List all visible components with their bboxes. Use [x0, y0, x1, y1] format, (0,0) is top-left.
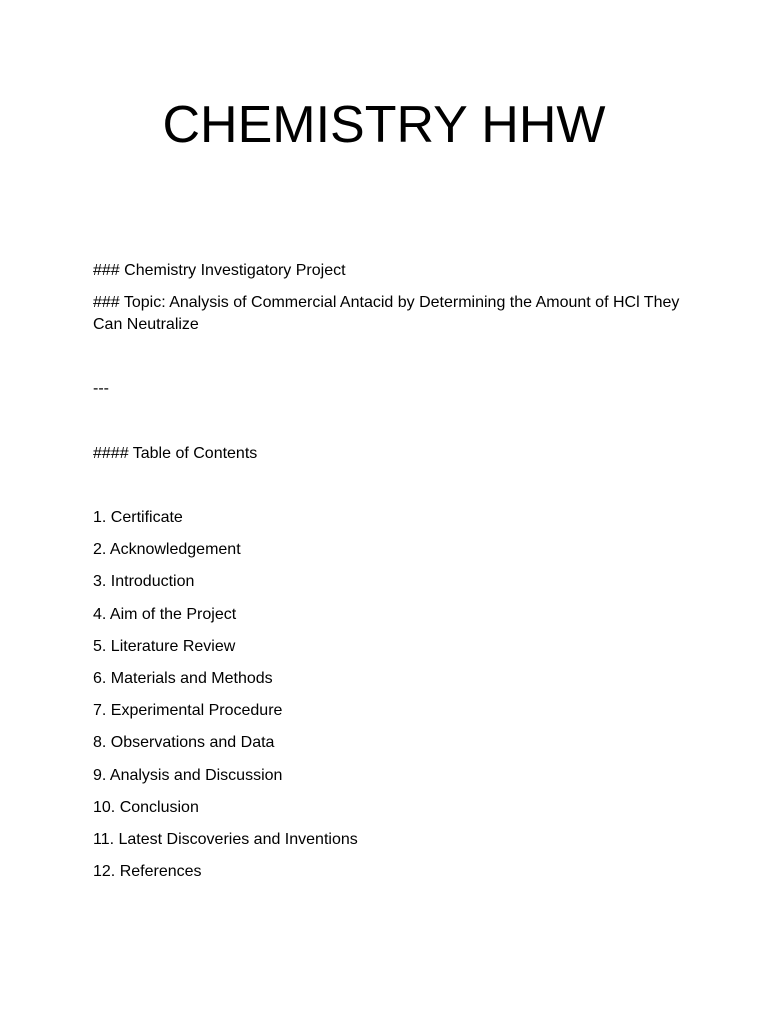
table-of-contents-heading: #### Table of Contents — [93, 445, 258, 462]
toc-item-materials-methods: 6. Materials and Methods — [93, 669, 273, 687]
topic-heading: ### Topic: Analysis of Commercial Antacid by Determining the Amount of HCl They Can Neutralize — [93, 294, 680, 333]
toc-item-observations-data: 8. Observations and Data — [93, 734, 275, 752]
toc-item-certificate: 1. Certificate — [93, 509, 183, 526]
table-of-contents-list — [93, 507, 683, 893]
toc-item-aim: 4. Aim of the Project — [93, 605, 237, 623]
toc-item-analysis-discussion: 9. Analysis and Discussion — [93, 766, 283, 784]
document-title: CHEMISTRY HHW — [162, 96, 606, 154]
section-divider: --- — [93, 380, 109, 397]
toc-item-references: 12. References — [93, 863, 202, 881]
toc-item-conclusion: 10. Conclusion — [93, 798, 199, 816]
toc-item-experimental-procedure: 7. Experimental Procedure — [93, 702, 283, 720]
toc-item-introduction: 3. Introduction — [93, 573, 195, 591]
toc-item-acknowledgement: 2. Acknowledgement — [93, 541, 241, 559]
toc-item-latest-discoveries: 11. Latest Discoveries and Inventions — [93, 830, 358, 848]
project-heading: ### Chemistry Investigatory Project — [93, 262, 346, 279]
toc-item-literature-review: 5. Literature Review — [93, 637, 236, 655]
